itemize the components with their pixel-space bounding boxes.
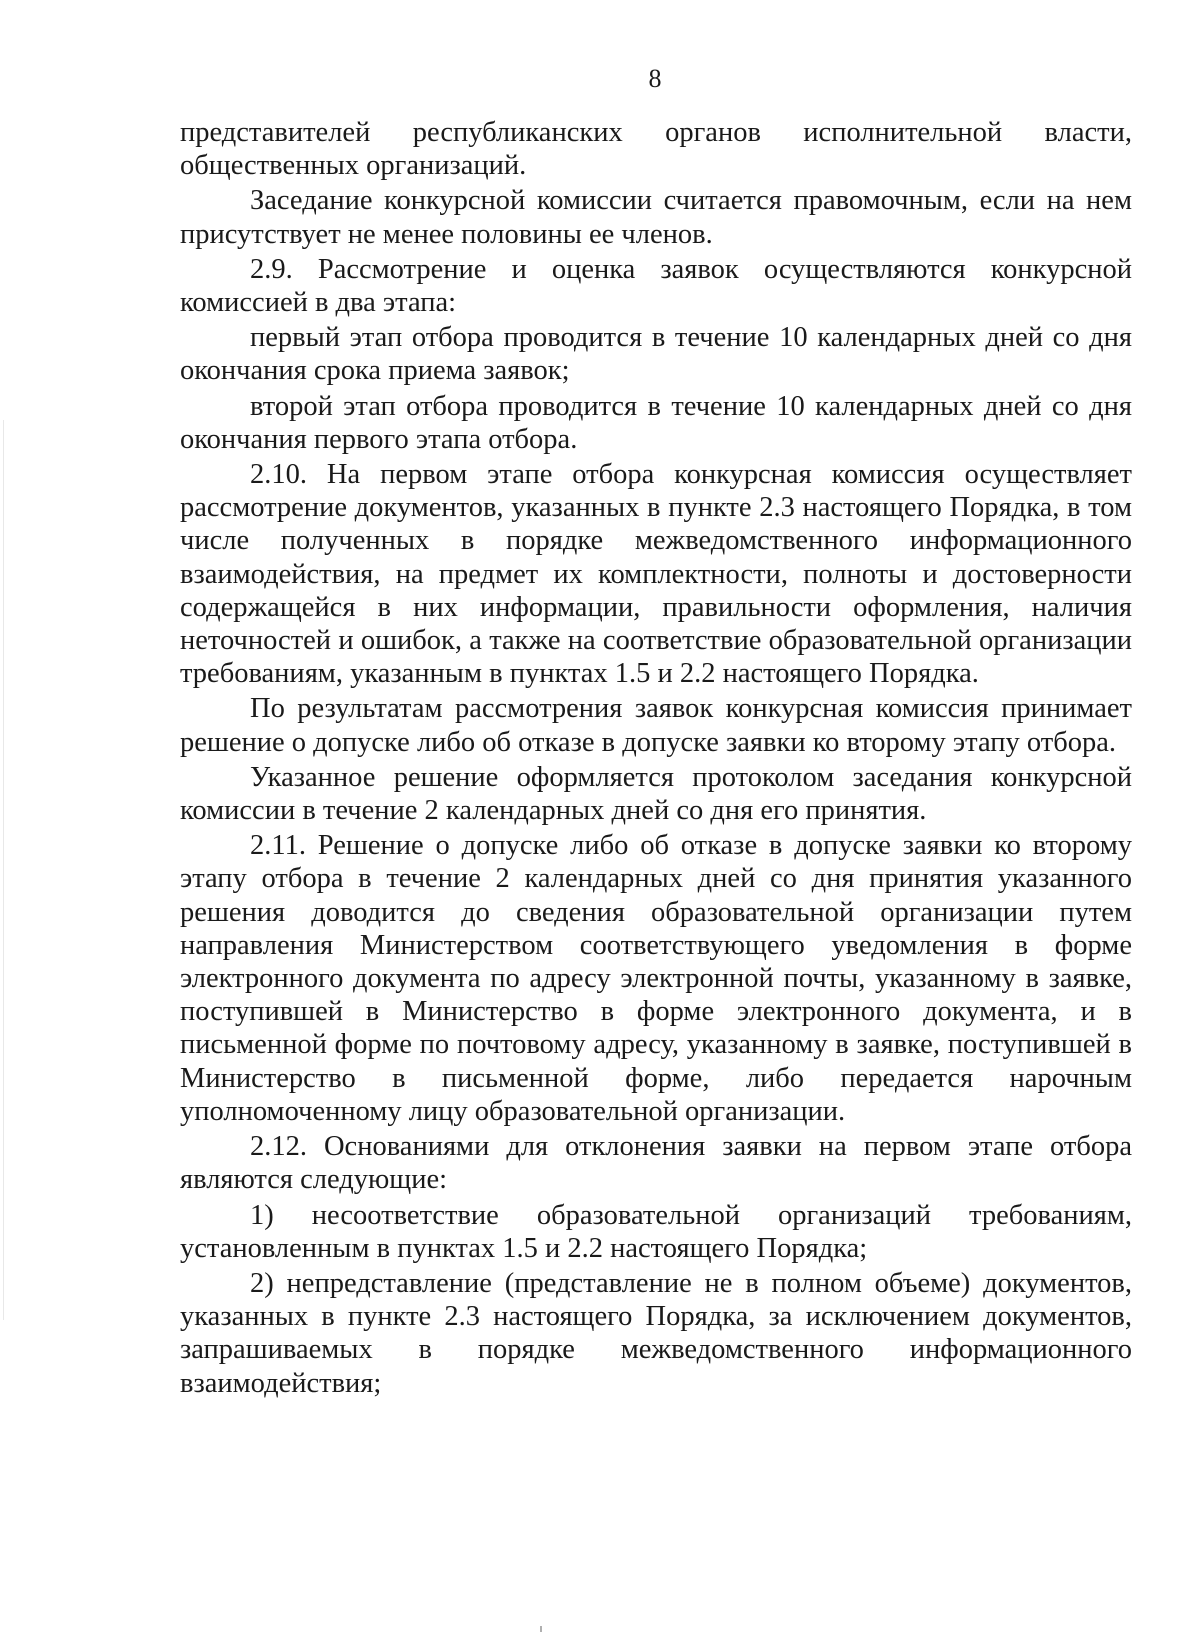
paragraph: 1) несоответствие образовательной организаций требованиям, установленным в пунктах 1.5 и 2.2 настоящего Порядка; [180,1199,1132,1264]
paragraph: первый этап отбора проводится в течение 10 календарных дней со дня окончания срока приема заявок; [180,322,1132,387]
paragraph: Заседание конкурсной комиссии считается правомочным, если на нем присутствует не менее половины ее членов. [180,185,1132,250]
document-body [180,116,1132,1400]
paragraph: 2.10. На первом этапе отбора конкурсная комиссия осуществляет рассмотрение документов, указанных в пункте 2.3 настоящего Порядка, в том числе полученных в порядке межведомственного информационного взаимодействия, на предмет их комплектности, полноты и достоверности содержащейся в них информации, правильности оформления, наличия неточностей и ошибок, а также на соответствие образовательной организации требованиям, указанным в пунктах 1.5 и 2.2 настоящего Порядка. [180,459,1132,690]
paragraph: 2.12. Основаниями для отклонения заявки на первом этапе отбора являются следующие: [180,1131,1132,1196]
scan-artifact-mark [540,1626,542,1632]
paragraph: 2) непредставление (представление не в полном объеме) документов, указанных в пункте 2.3 настоящего Порядка, за исключением документов, запрашиваемых в порядке межведомственного информационного взаимодействия; [180,1267,1132,1399]
paragraph: второй этап отбора проводится в течение 10 календарных дней со дня окончания первого этапа отбора. [180,390,1132,455]
paragraph: 2.9. Рассмотрение и оценка заявок осуществляются конкурсной комиссией в два этапа: [180,253,1132,319]
page-number: 8 [648,64,662,93]
scan-edge-shadow [3,420,4,1320]
paragraph: 2.11. Решение о допуске либо об отказе в допуске заявки ко второму этапу отбора в течение 2 календарных дней со дня принятия указанного решения доводится до сведения образовательной организации путем направления Министерством соответствующего уведомления в форме электронного документа по адресу электронной почты, указанному в заявке, поступившей в Министерство в форме электронного документа, и в письменной форме по почтовому адресу, указанному в заявке, поступившей в Министерство в письменной форме, либо передается нарочным уполномоченному лицу образовательной организации. [180,830,1132,1127]
paragraph: По результатам рассмотрения заявок конкурсная комиссия принимает решение о допуске либо об отказе в допуске заявки ко второму этапу отбора. [180,693,1132,758]
paragraph: представителей республиканских органов исполнительной власти, общественных организаций. [180,117,1132,182]
paragraph: Указанное решение оформляется протоколом заседания конкурсной комиссии в течение 2 календарных дней со дня его принятия. [180,761,1132,827]
